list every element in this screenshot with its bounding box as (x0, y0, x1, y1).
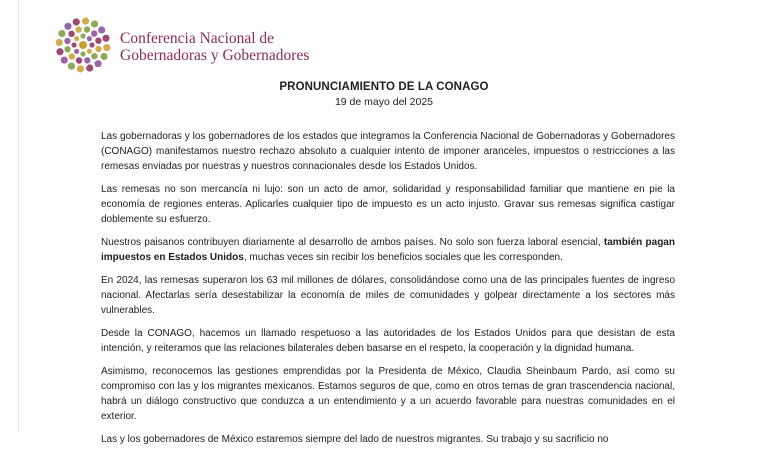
logo-dot (73, 18, 80, 25)
document-date: 19 de mayo del 2025 (334, 96, 434, 108)
logo-dot (74, 49, 79, 54)
paragraph-3-text: Nuestros paisanos contribuyen diariamente al desarrollo de ambos países. No solo son fuerza laboral esencial, (101, 237, 604, 248)
conago-flower-logo-icon (52, 14, 114, 76)
logo-dot (87, 49, 92, 54)
logo-dot (64, 38, 70, 44)
logo-dot (103, 44, 110, 51)
logo-dot (76, 57, 82, 63)
paragraph-2: Las remesas no son mercancía ni lujo: son un acto de amor, solidaridad y responsabilidad familiar que mantiene en pie la economía de regiones enteras. Aplicarles cualquier tipo de impuesto es un acto injusto. Gravar sus remesas significa castigar doblemente su esfuerzo. (101, 184, 675, 225)
logo-dot (89, 42, 94, 47)
logo-dot (69, 53, 75, 59)
logo-dot (82, 18, 89, 25)
logo-dot (102, 35, 109, 42)
paragraph-3 (101, 235, 675, 265)
letterhead (52, 14, 472, 72)
document-body (101, 129, 675, 455)
page-left-border (18, 0, 19, 432)
logo-dot (80, 51, 85, 56)
paragraph-6: Asimismo, reconocemos las gestiones emprendidas por la Presidenta de México, Claudia Sheinbaum Pardo, así como su compromiso con las y los migrantes mexicanos. Estamos seguros de que, como en otros temas de gran trascendencia nacional, habrá un diálogo constructivo que conduzca a un entendimiento y a un acuerdo favorable para nuestras comunidades en el exterior. (101, 366, 675, 422)
logo-dot (84, 57, 90, 63)
paragraph-3-bold: también pagan impuestos en Estados Unidos (101, 237, 675, 263)
logo-dot (80, 33, 85, 38)
logo-dot (77, 65, 84, 72)
paragraph-7: Las y los gobernadores de México estaremos siempre del lado de nuestros migrantes. Su trabajo y su sacrificio no (101, 434, 609, 445)
document-title: PRONUNCIAMIENTO DE LA CONAGO (279, 81, 489, 93)
logo-dot (84, 26, 90, 32)
paragraph-5: Desde la CONAGO, hacemos un llamado respetuoso a las autoridades de los Estados Unidos para que desistan de esta intención, y reiteramos que las relaciones bilaterales deben basarse en el respeto, la cooperación y la dignidad humana. (101, 328, 675, 354)
document-heading (0, 80, 768, 109)
logo-dot (91, 53, 97, 59)
logo-dot (74, 36, 79, 41)
organization-name (120, 30, 309, 64)
logo-dot (64, 23, 71, 30)
org-name-line1: Conferencia Nacional de (120, 30, 275, 47)
logo-dot (75, 26, 81, 32)
logo-dot (91, 30, 97, 36)
logo-dot (61, 56, 68, 63)
logo-dot (95, 46, 101, 52)
logo-dot (91, 20, 98, 27)
logo-dot (64, 46, 70, 52)
logo-dot (56, 48, 63, 55)
logo-dot (98, 26, 105, 33)
paragraph-1: Las gobernadoras y los gobernadores de los estados que integramos la Conferencia Nacional de Gobernadoras y Gobernadores (CONAGO) manifestamos nuestro rechazo absoluto a cualquier intento de imponer aranceles, impuestos o restricciones a las remesas enviadas por nuestras y nuestros connacionales desde los Estados Unidos. (101, 131, 675, 172)
logo-dot (68, 31, 74, 37)
logo-dot (58, 30, 65, 37)
logo-dot (87, 36, 92, 41)
logo-dot (94, 60, 101, 67)
logo-dot (56, 39, 63, 46)
logo-dot (68, 62, 75, 69)
paragraph-3-rest: , muchas veces sin recibir los beneficios sociales que les corresponden. (243, 252, 563, 263)
org-name-line2: Gobernadoras y Gobernadores (120, 47, 310, 64)
paragraph-4: En 2024, las remesas superaron los 63 mil millones de dólares, consolidándose como una de las principales fuentes de ingreso nacional. Afectarlas sería desestabilizar la economía de miles de comunidades y golpear directamente a los sectores más vulnerables. (101, 275, 675, 316)
logo-dot (100, 53, 107, 60)
logo-dot (95, 37, 101, 43)
logo-dot (86, 64, 93, 71)
logo-dot (71, 42, 76, 47)
